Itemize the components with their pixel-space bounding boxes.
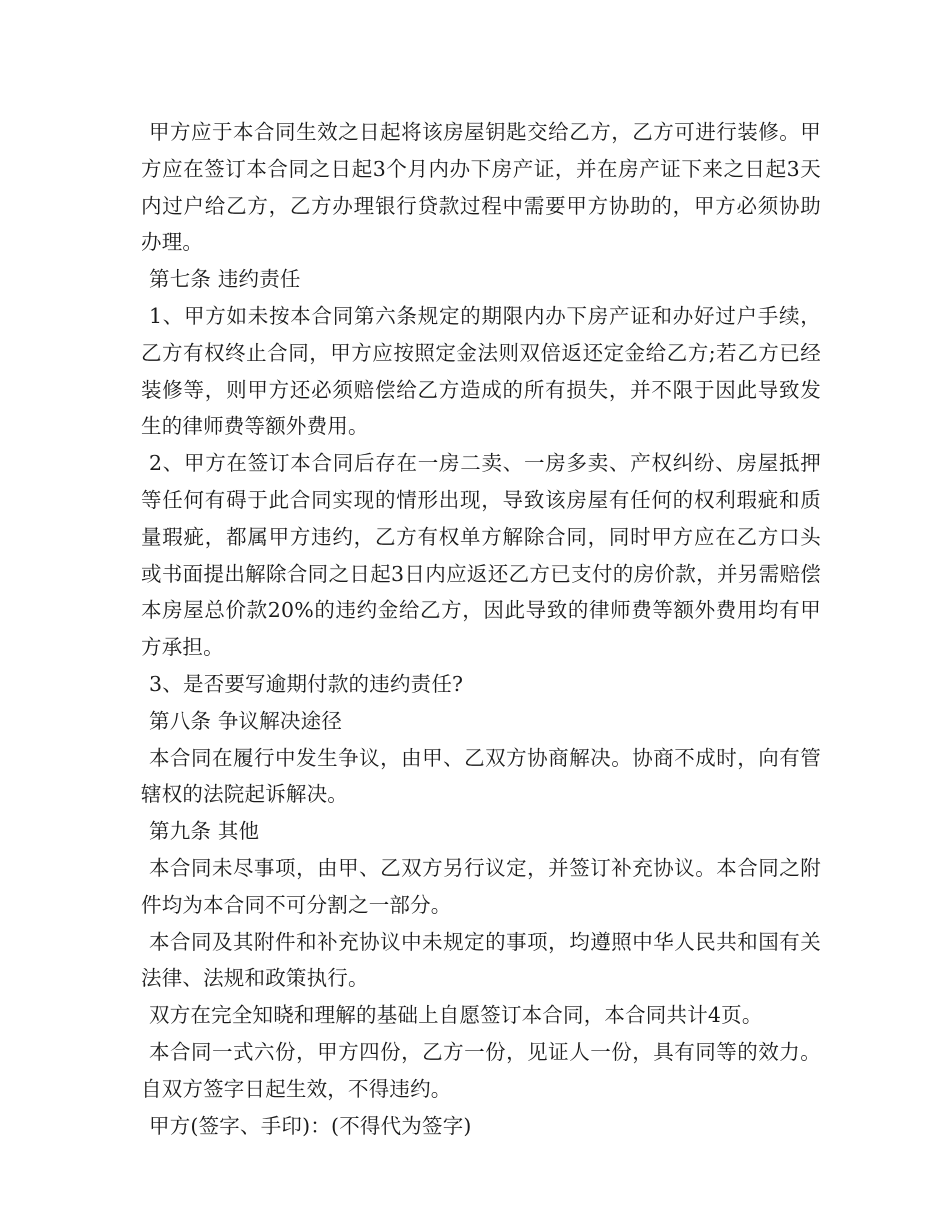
- paragraph-law: 本合同及其附件和补充协议中未规定的事项，均遵照中华人民共和国有关法律、法规和政策执行。: [141, 929, 821, 991]
- heading-article-9: 第九条 其他: [149, 819, 260, 844]
- paragraph-breach-2: 2、甲方在签订本合同后存在一房二卖、一房多卖、产权纠纷、房屋抵押等任何有碍于此合同实现的情形出现，导致该房屋有任何的权利瑕疵和质量瑕疵，都属甲方违约，乙方有权单方解除合同，同时甲方应在乙方口头或书面提出解除合同之日起3日内应返还乙方已支付的房价款，并另需赔偿本房屋总价款20%的违约金给乙方，因此导致的律师费等额外费用均有甲方承担。: [141, 451, 821, 660]
- paragraph-breach-1: 1、甲方如未按本合同第六条规定的期限内办下房产证和办好过户手续，乙方有权终止合同，甲方应按照定金法则双倍返还定金给乙方;若乙方已经装修等，则甲方还必须赔偿给乙方造成的所有损失，并不限于因此导致发生的律师费等额外费用。: [141, 303, 821, 439]
- paragraph-breach-3: 3、是否要写逾期付款的违约责任?: [149, 671, 464, 696]
- heading-article-8: 第八条 争议解决途径: [149, 708, 343, 733]
- signature-line-party-a: 甲方(签字、手印)：(不得代为签字): [149, 1113, 472, 1138]
- paragraph-key-handover: 甲方应于本合同生效之日起将该房屋钥匙交给乙方，乙方可进行装修。甲方应在签订本合同之日起3个月内办下房产证，并在房产证下来之日起3天内过户给乙方，乙方办理银行贷款过程中需要甲方协助的，甲方必须协助办理。: [141, 120, 821, 255]
- paragraph-supplement: 本合同未尽事项，由甲、乙双方另行议定，并签订补充协议。本合同之附件均为本合同不可分割之一部分。: [141, 855, 821, 917]
- paragraph-dispute: 本合同在履行中发生争议，由甲、乙双方协商解决。协商不成时，向有管辖权的法院起诉解决。: [141, 745, 821, 807]
- contract-body: [141, 114, 821, 1144]
- paragraph-copies: 本合同一式六份，甲方四份，乙方一份，见证人一份，具有同等的效力。自双方签字日起生效，不得违约。: [141, 1039, 821, 1101]
- paragraph-voluntary: 双方在完全知晓和理解的基础上自愿签订本合同，本合同共计4页。: [149, 1003, 763, 1028]
- heading-article-7: 第七条 违约责任: [149, 267, 301, 292]
